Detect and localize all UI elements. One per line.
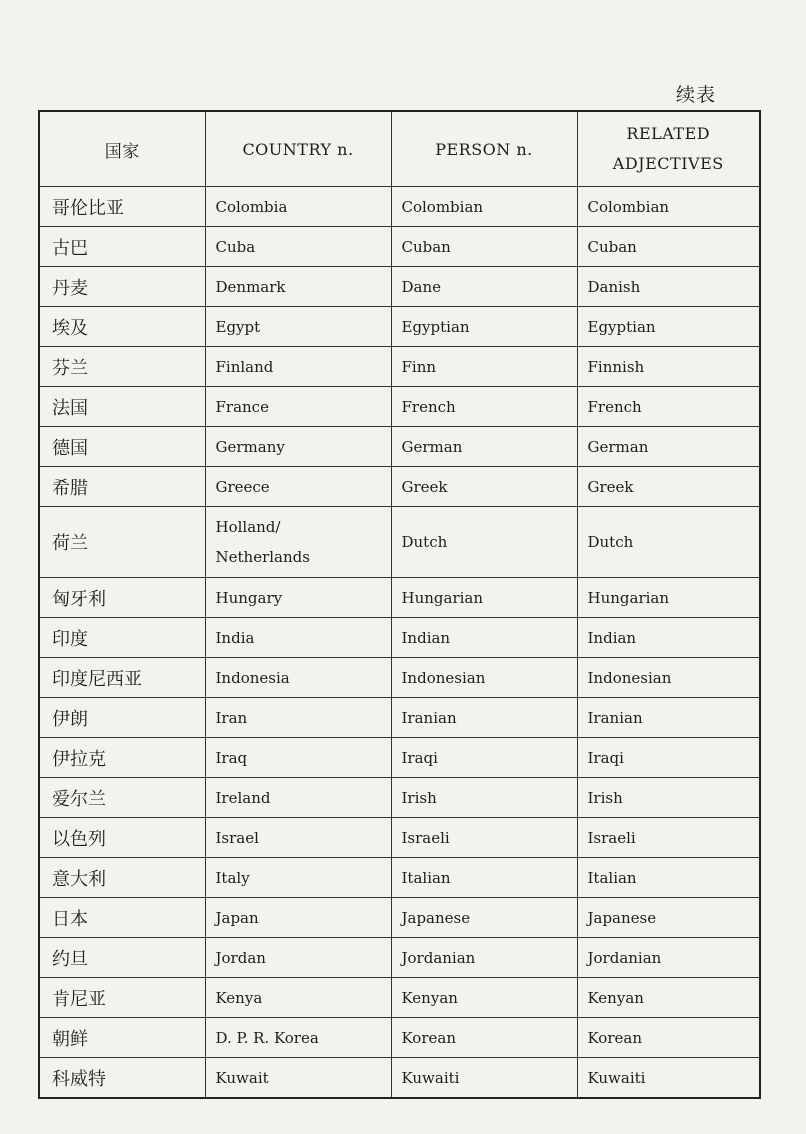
table-row	[39, 1018, 760, 1058]
cell-adjective: Greek	[577, 467, 760, 507]
header-adjectives-line2: ADJECTIVES	[612, 154, 724, 173]
cell-person: Egyptian	[391, 307, 577, 347]
cell-country: Egypt	[205, 307, 391, 347]
cell-cn: 伊拉克	[39, 738, 205, 778]
header-cn: 国家	[39, 111, 205, 187]
cell-person: Indian	[391, 618, 577, 658]
cell-country: D. P. R. Korea	[205, 1018, 391, 1058]
continued-label: 续表	[676, 84, 717, 106]
table-row	[39, 818, 760, 858]
table-row	[39, 507, 760, 578]
cell-cn: 肯尼亚	[39, 978, 205, 1018]
cell-country: Denmark	[205, 267, 391, 307]
cell-person: Jordanian	[391, 938, 577, 978]
cell-adjective: Finnish	[577, 347, 760, 387]
cell-country	[205, 507, 391, 578]
cell-country: France	[205, 387, 391, 427]
cell-person: Iranian	[391, 698, 577, 738]
cell-country-line2: Netherlands	[215, 548, 310, 566]
cell-country: Iraq	[205, 738, 391, 778]
cell-country: Cuba	[205, 227, 391, 267]
cell-person: German	[391, 427, 577, 467]
country-table	[38, 110, 761, 1099]
cell-cn: 荷兰	[39, 507, 205, 578]
table-row	[39, 307, 760, 347]
table-row	[39, 227, 760, 267]
cell-person: Dutch	[391, 507, 577, 578]
cell-person: Kuwaiti	[391, 1058, 577, 1099]
cell-country: Indonesia	[205, 658, 391, 698]
cell-adjective: German	[577, 427, 760, 467]
table-row	[39, 618, 760, 658]
cell-adjective: Indonesian	[577, 658, 760, 698]
cell-person: Indonesian	[391, 658, 577, 698]
cell-person: Greek	[391, 467, 577, 507]
table-header-row	[39, 111, 760, 187]
cell-cn: 印度尼西亚	[39, 658, 205, 698]
cell-person: Irish	[391, 778, 577, 818]
cell-cn: 印度	[39, 618, 205, 658]
cell-country: Colombia	[205, 187, 391, 227]
cell-cn: 古巴	[39, 227, 205, 267]
cell-country: Jordan	[205, 938, 391, 978]
cell-person: Hungarian	[391, 578, 577, 618]
cell-person: Dane	[391, 267, 577, 307]
cell-adjective: Korean	[577, 1018, 760, 1058]
cell-person: Finn	[391, 347, 577, 387]
cell-person: Cuban	[391, 227, 577, 267]
cell-person: Iraqi	[391, 738, 577, 778]
cell-cn: 约旦	[39, 938, 205, 978]
table-row	[39, 427, 760, 467]
cell-cn: 朝鲜	[39, 1018, 205, 1058]
cell-adjective: Iraqi	[577, 738, 760, 778]
cell-adjective: Hungarian	[577, 578, 760, 618]
cell-adjective: Israeli	[577, 818, 760, 858]
cell-person: Israeli	[391, 818, 577, 858]
cell-adjective: Irish	[577, 778, 760, 818]
cell-cn: 德国	[39, 427, 205, 467]
cell-country: India	[205, 618, 391, 658]
table-row	[39, 267, 760, 307]
cell-adjective: French	[577, 387, 760, 427]
cell-person: French	[391, 387, 577, 427]
country-table-container	[38, 110, 759, 1099]
cell-country: Kuwait	[205, 1058, 391, 1099]
cell-adjective: Kuwaiti	[577, 1058, 760, 1099]
cell-person: Italian	[391, 858, 577, 898]
cell-adjective: Danish	[577, 267, 760, 307]
table-row	[39, 467, 760, 507]
cell-adjective: Dutch	[577, 507, 760, 578]
header-adjectives-line1: RELATED	[626, 124, 711, 143]
table-row	[39, 738, 760, 778]
cell-country: Finland	[205, 347, 391, 387]
header-country: COUNTRY n.	[205, 111, 391, 187]
table-row	[39, 898, 760, 938]
cell-country-line1: Holland/	[215, 518, 281, 536]
cell-cn: 爱尔兰	[39, 778, 205, 818]
cell-cn: 日本	[39, 898, 205, 938]
cell-adjective: Jordanian	[577, 938, 760, 978]
cell-cn: 哥伦比亚	[39, 187, 205, 227]
cell-adjective: Colombian	[577, 187, 760, 227]
table-row	[39, 1058, 760, 1099]
cell-country: Israel	[205, 818, 391, 858]
table-row	[39, 187, 760, 227]
cell-country: Iran	[205, 698, 391, 738]
cell-adjective: Iranian	[577, 698, 760, 738]
cell-cn: 匈牙利	[39, 578, 205, 618]
table-row	[39, 698, 760, 738]
cell-country: Italy	[205, 858, 391, 898]
table-row	[39, 658, 760, 698]
cell-country: Germany	[205, 427, 391, 467]
table-row	[39, 387, 760, 427]
cell-cn: 希腊	[39, 467, 205, 507]
table-row	[39, 578, 760, 618]
cell-cn: 伊朗	[39, 698, 205, 738]
table-row	[39, 778, 760, 818]
cell-country: Ireland	[205, 778, 391, 818]
header-person: PERSON n.	[391, 111, 577, 187]
cell-cn: 芬兰	[39, 347, 205, 387]
cell-country: Kenya	[205, 978, 391, 1018]
cell-country: Hungary	[205, 578, 391, 618]
cell-cn: 意大利	[39, 858, 205, 898]
cell-cn: 以色列	[39, 818, 205, 858]
cell-adjective: Indian	[577, 618, 760, 658]
cell-person: Colombian	[391, 187, 577, 227]
cell-person: Japanese	[391, 898, 577, 938]
cell-cn: 丹麦	[39, 267, 205, 307]
cell-cn: 埃及	[39, 307, 205, 347]
table-row	[39, 858, 760, 898]
cell-adjective: Egyptian	[577, 307, 760, 347]
cell-cn: 法国	[39, 387, 205, 427]
table-row	[39, 978, 760, 1018]
cell-cn: 科威特	[39, 1058, 205, 1099]
cell-adjective: Kenyan	[577, 978, 760, 1018]
header-adjectives	[577, 111, 760, 187]
table-row	[39, 938, 760, 978]
cell-person: Korean	[391, 1018, 577, 1058]
cell-country: Japan	[205, 898, 391, 938]
cell-person: Kenyan	[391, 978, 577, 1018]
table-row	[39, 347, 760, 387]
cell-adjective: Cuban	[577, 227, 760, 267]
cell-country: Greece	[205, 467, 391, 507]
cell-adjective: Italian	[577, 858, 760, 898]
cell-adjective: Japanese	[577, 898, 760, 938]
